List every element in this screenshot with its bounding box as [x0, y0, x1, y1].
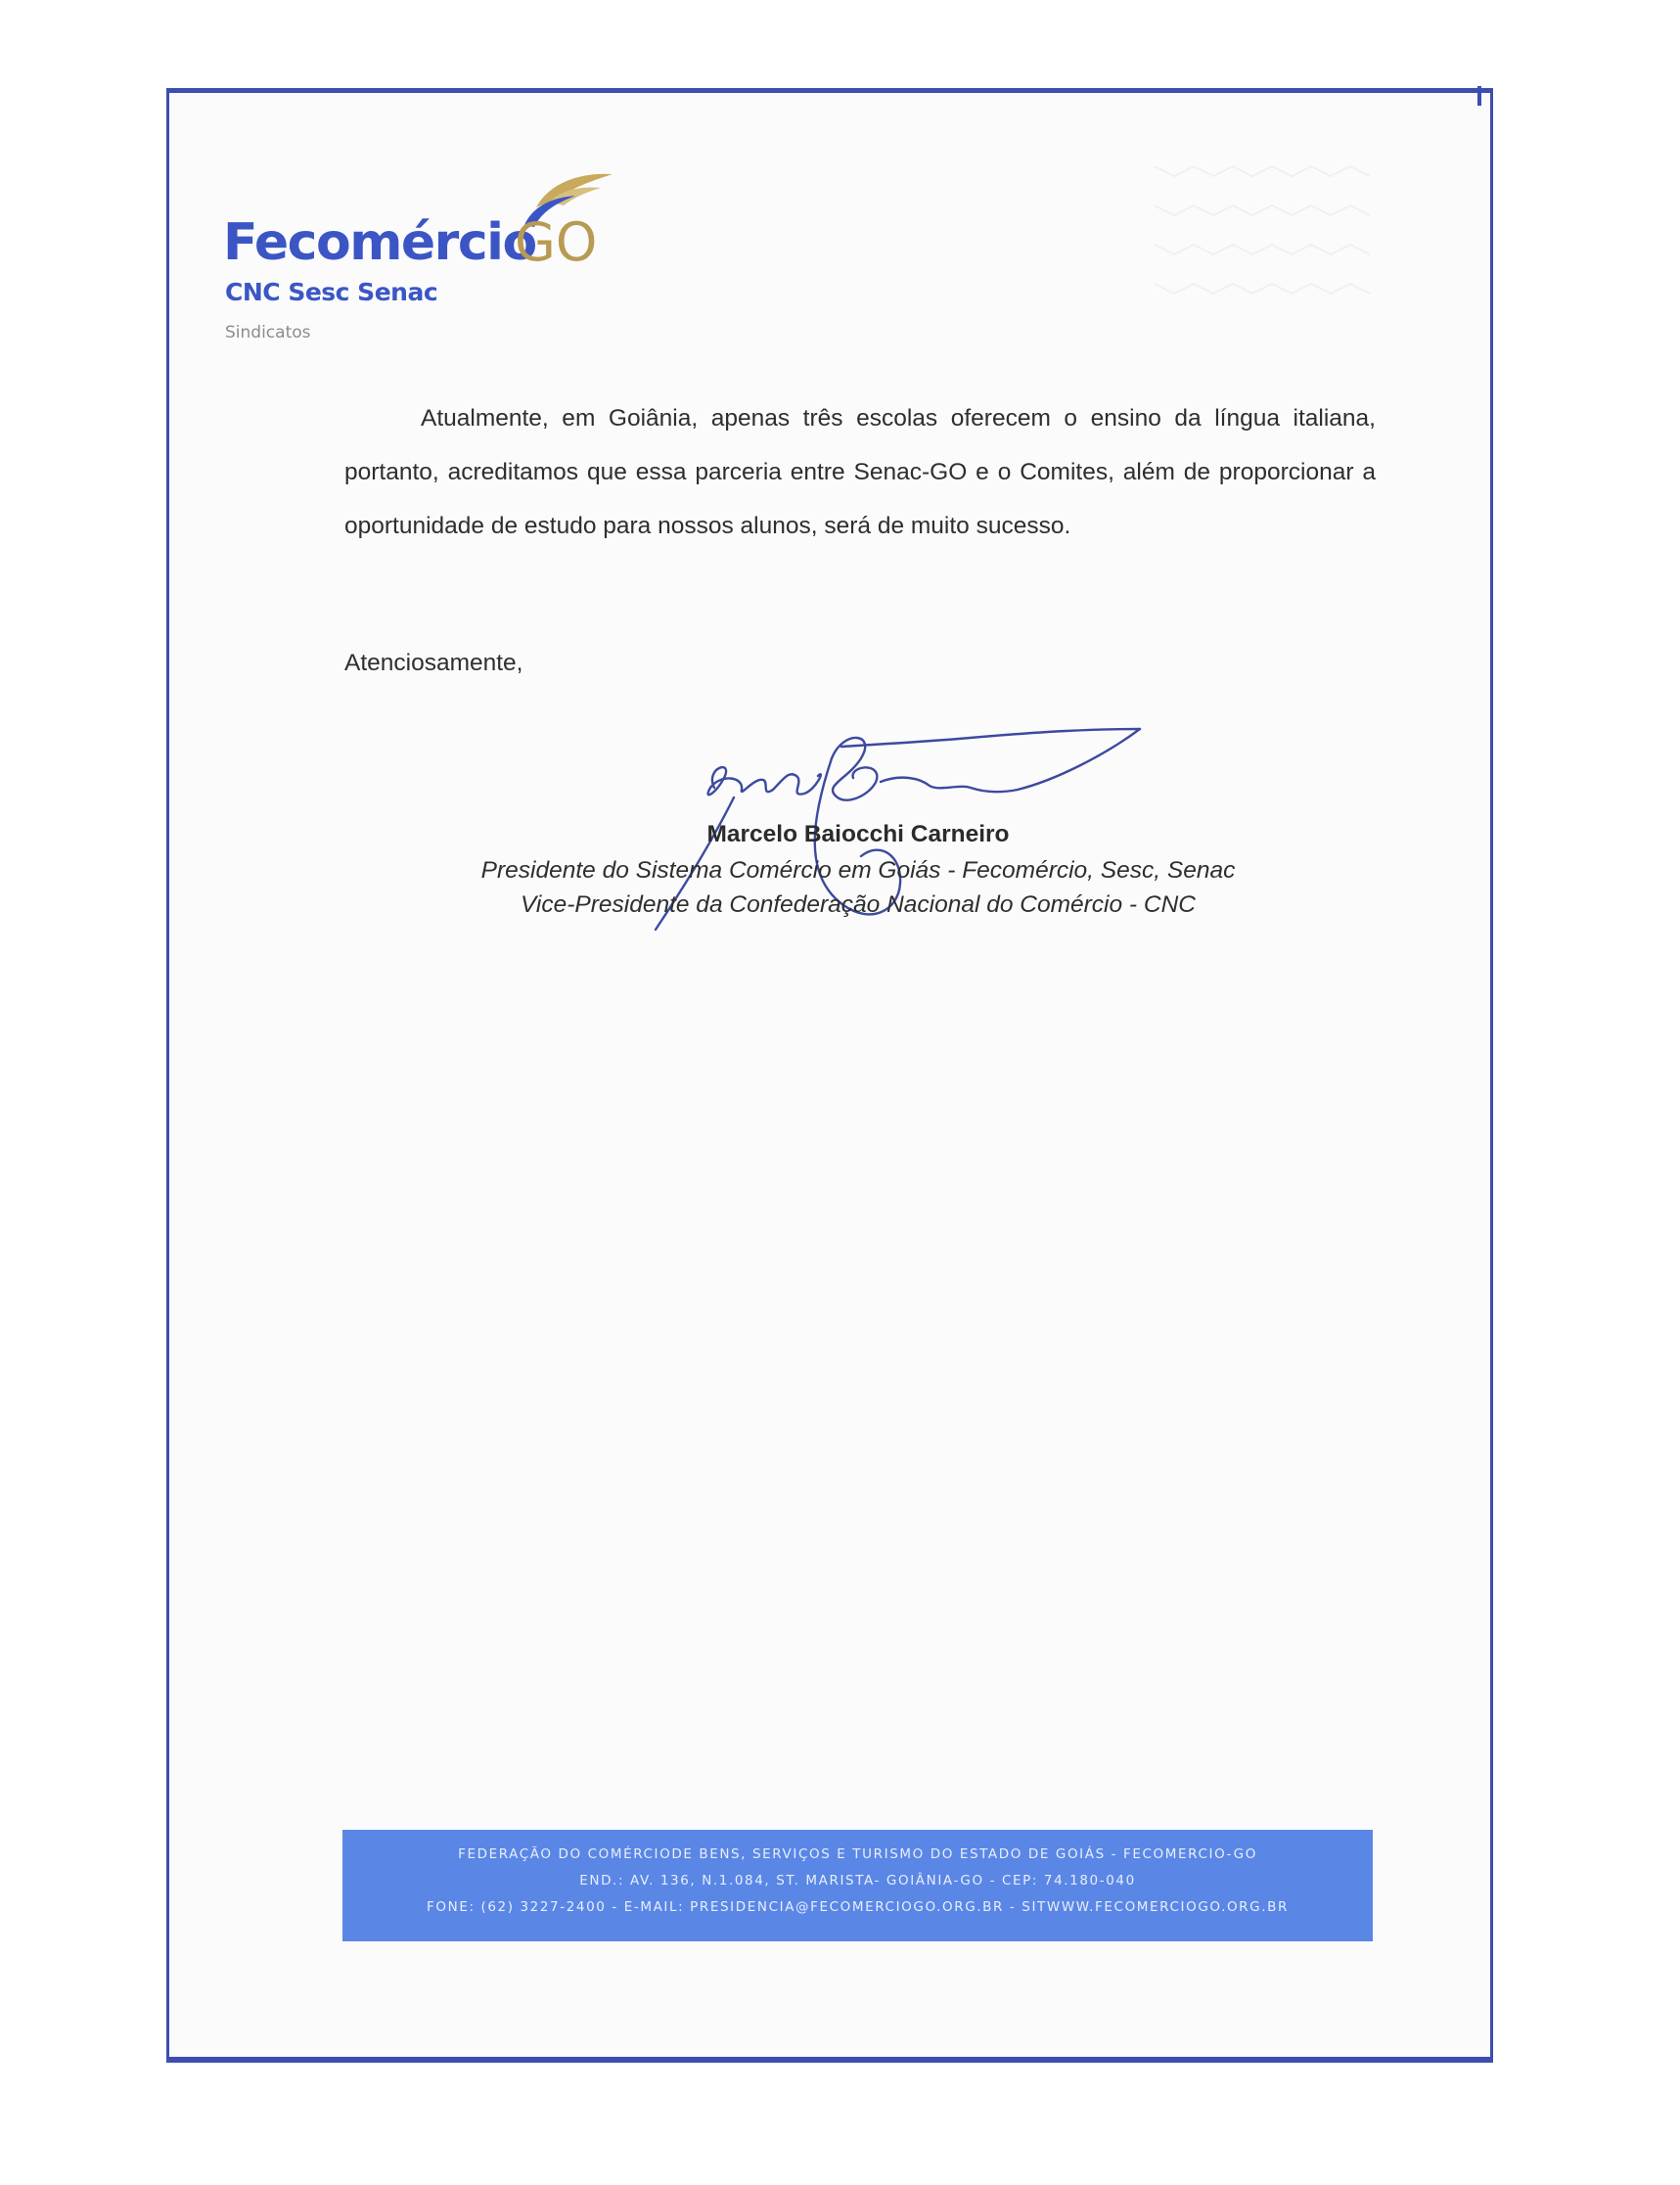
- footer-contact: FONE: (62) 3227-2400 - E-MAIL: PRESIDENCIA@FECOMERCIOGO.ORG.BR - SITWWW.FECOMERCIOGO.ORG.BR: [427, 1899, 1289, 1915]
- show-through-pattern: [1135, 147, 1487, 342]
- signer-name: Marcelo Baiocchi Carneiro: [706, 821, 1010, 847]
- footer-organization: FEDERAÇÃO DO COMÉRCIODE BENS, SERVIÇOS E TURISMO DO ESTADO DE GOIÁS - FECOMERCIO-GO: [458, 1846, 1257, 1862]
- signer-title-2: Vice-Presidente da Confederação Nacional do Comércio - CNC: [521, 891, 1196, 918]
- letter-paragraph: Atualmente, em Goiânia, apenas três escolas oferecem o ensino da língua italiana, portanto, acreditamos que essa parceria entre Senac-GO e o Comites, além de proporcionar a oportunidade de estudo para nossos alunos, será de muito sucesso.: [344, 405, 1376, 539]
- fecomercio-logo: [223, 168, 634, 364]
- letterhead-footer: [342, 1830, 1373, 1941]
- letter-closing: Atenciosamente,: [344, 650, 523, 676]
- logo-region: GO: [515, 211, 598, 273]
- footer-address: END.: AV. 136, N.1.084, ST. MARISTA- GOIÂNIA-GO - CEP: 74.180-040: [579, 1873, 1136, 1889]
- letter-page: [166, 88, 1493, 2063]
- signer-title-1: Presidente do Sistema Comércio em Goiás - Fecomércio, Sesc, Senac: [480, 857, 1236, 884]
- logo-entities: CNC Sesc Senac: [225, 278, 438, 306]
- logo-subtitle: Sindicatos: [225, 323, 311, 342]
- logo-wordmark: Fecomércio: [223, 213, 536, 272]
- page-corner-mark: [1477, 86, 1481, 106]
